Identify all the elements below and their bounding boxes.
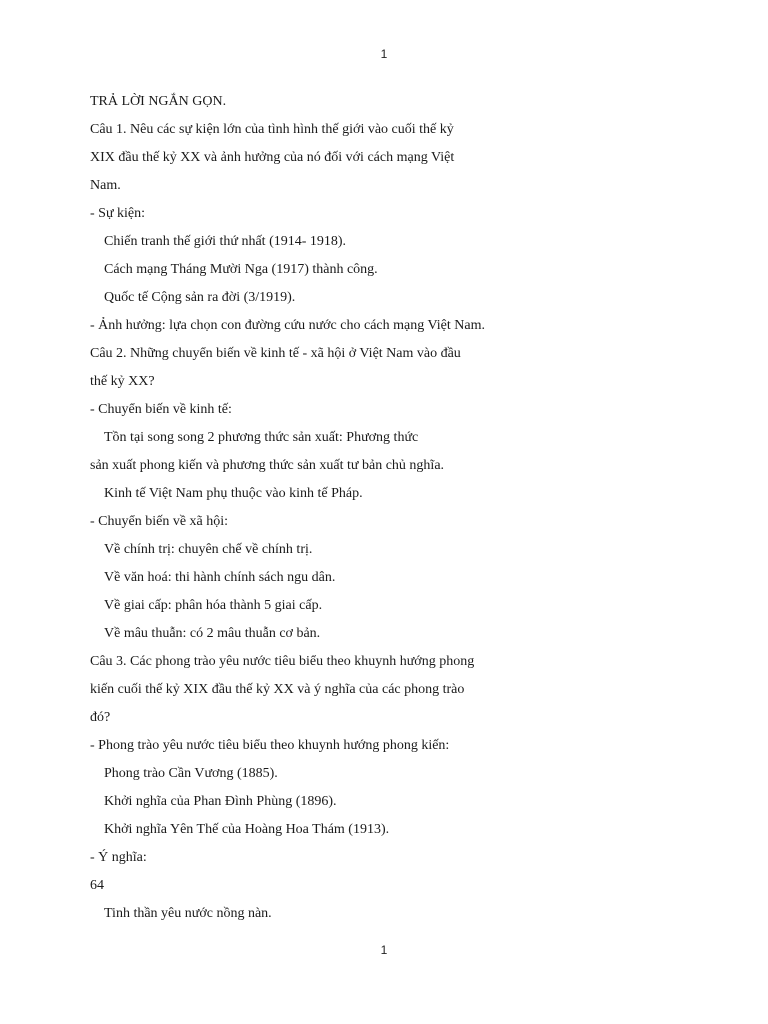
social-item: Về mâu thuẫn: có 2 mâu thuẫn cơ bản.	[104, 626, 321, 641]
significance-heading: - Ý nghĩa:	[90, 850, 147, 865]
question-2-line-1: Câu 2. Những chuyển biến về kinh tế - xã hội ở Việt Nam vào đầu	[90, 346, 461, 361]
document-heading: TRẢ LỜI NGẮN GỌN.	[90, 94, 227, 109]
question-1-line-3: Nam.	[90, 178, 121, 193]
social-item: Về văn hoá: thi hành chính sách ngu dân.	[104, 570, 336, 585]
influence-line: - Ảnh hưởng: lựa chọn con đường cứu nước cho cách mạng Việt Nam.	[90, 318, 485, 333]
event-item: Quốc tế Cộng sản ra đời (3/1919).	[104, 290, 296, 305]
significance-item: Tinh thần yêu nước nồng nàn.	[104, 906, 272, 921]
economic-item: Kinh tế Việt Nam phụ thuộc vào kinh tế Pháp.	[104, 486, 363, 501]
movements-heading: - Phong trào yêu nước tiêu biểu theo khuynh hướng phong kiến:	[90, 738, 450, 753]
question-2-line-2: thế kỷ XX?	[90, 374, 155, 389]
movement-item: Khởi nghĩa của Phan Đình Phùng (1896).	[104, 794, 337, 809]
economic-heading: - Chuyển biến về kinh tế:	[90, 402, 232, 417]
economic-item: Tồn tại song song 2 phương thức sản xuất: Phương thức	[104, 430, 419, 445]
question-3-line-3: đó?	[90, 710, 111, 725]
movement-item: Khởi nghĩa Yên Thế của Hoàng Hoa Thám (1913).	[104, 822, 390, 837]
social-heading: - Chuyển biến về xã hội:	[90, 514, 229, 529]
social-item: Về chính trị: chuyên chế về chính trị.	[104, 542, 313, 557]
question-3-line-1: Câu 3. Các phong trào yêu nước tiêu biểu theo khuynh hướng phong	[90, 654, 475, 669]
document-body	[90, 88, 510, 928]
footer-page-number: 1	[380, 943, 388, 957]
movement-item: Phong trào Cần Vương (1885).	[104, 766, 278, 781]
events-heading: - Sự kiện:	[90, 206, 146, 221]
event-item: Cách mạng Tháng Mười Nga (1917) thành công.	[104, 262, 378, 277]
economic-item-continued: sản xuất phong kiến và phương thức sản xuất tư bản chủ nghĩa.	[90, 458, 445, 473]
social-item: Về giai cấp: phân hóa thành 5 giai cấp.	[104, 598, 323, 613]
question-3-line-2: kiến cuối thế kỷ XIX đầu thế kỷ XX và ý nghĩa của các phong trào	[90, 682, 465, 697]
stray-number: 64	[90, 878, 104, 893]
event-item: Chiến tranh thế giới thứ nhất (1914- 1918).	[104, 234, 347, 249]
question-1-line-1: Câu 1. Nêu các sự kiện lớn của tình hình thế giới vào cuối thế kỷ	[90, 122, 454, 137]
header-page-number: 1	[380, 47, 388, 61]
question-1-line-2: XIX đầu thế kỷ XX và ảnh hưởng của nó đối với cách mạng Việt	[90, 150, 455, 165]
